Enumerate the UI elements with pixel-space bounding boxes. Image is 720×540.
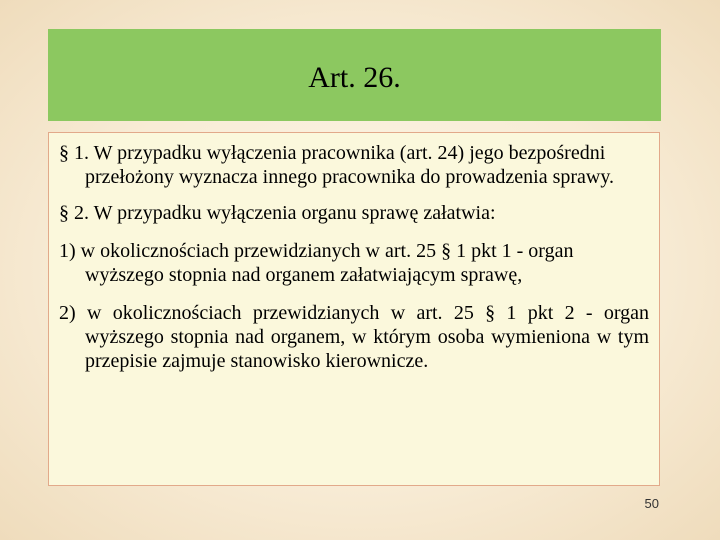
paragraph-4: 2) w okolicznościach przewidzianych w art. 25 § 1 pkt 2 - organ wyższego stopnia nad organem, w którym osoba wymieniona w tym przepisie zajmuje stanowisko kierownicze. [59,302,649,372]
paragraph-2: § 2. W przypadku wyłączenia organu sprawę załatwia: [59,202,496,224]
title-bar [48,29,661,121]
page-number: 50 [644,496,659,511]
content-box [48,132,660,486]
slide-title: Art. 26. [308,61,401,94]
paragraph-1: § 1. W przypadku wyłączenia pracownika (art. 24) jego bezpośredni przełożony wyznacza innego pracownika do prowadzenia sprawy. [59,142,615,188]
paragraph-3: 1) w okolicznościach przewidzianych w art. 25 § 1 pkt 1 - organ wyższego stopnia nad organem załatwiającym sprawę, [59,240,574,286]
